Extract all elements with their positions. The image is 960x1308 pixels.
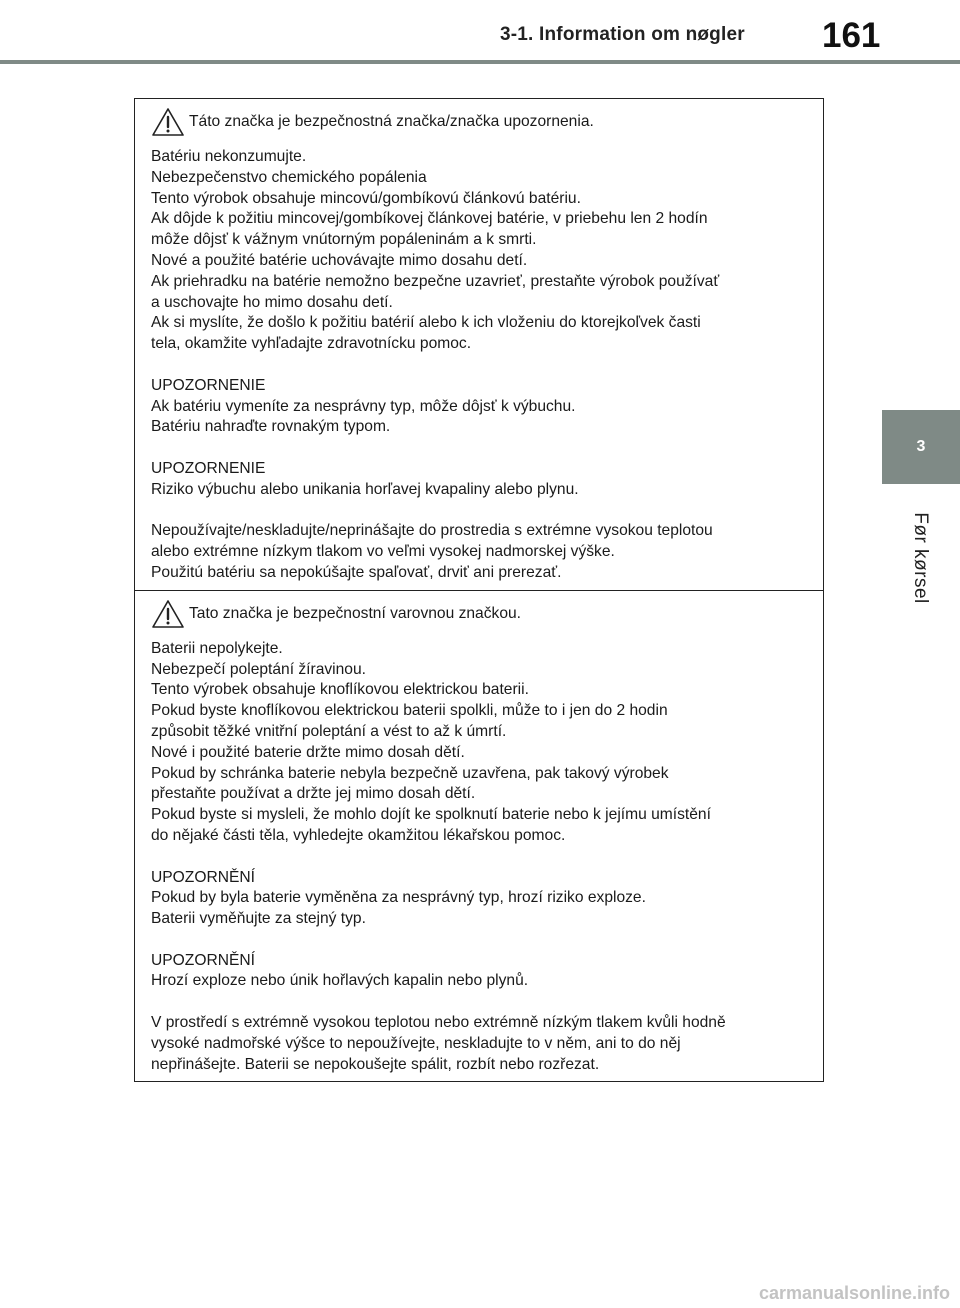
chapter-tab-number: 3	[916, 438, 926, 455]
watermark: carmanualsonline.info	[758, 1283, 950, 1303]
battery-warning-box	[134, 98, 824, 1082]
text-line: Pokud byste si mysleli, že mohlo dojít ke spolknutí baterie nebo k jejímu umístění	[151, 806, 711, 824]
text-line: a uschovajte ho mimo dosahu detí.	[151, 293, 393, 311]
text-line: UPOZORNĚNÍ	[151, 951, 255, 969]
text-line: Riziko výbuchu alebo unikania horľavej kvapaliny alebo plynu.	[151, 480, 579, 498]
text-line: Ak batériu vymeníte za nesprávny typ, môže dôjsť k výbuchu.	[151, 397, 576, 415]
warning-heading	[151, 107, 811, 137]
text-line: Batériu nahraďte rovnakým typom.	[151, 418, 391, 436]
text-line: Batériu nekonzumujte.	[151, 148, 307, 165]
paragraph	[151, 521, 811, 583]
warning-triangle-icon	[151, 599, 185, 629]
chapter-side-label-text: Før kørsel	[910, 512, 932, 604]
warning-heading	[151, 599, 811, 629]
text-line: Tento výrobek obsahuje knoflíkovou elektrickou baterii.	[151, 681, 529, 699]
paragraph-gap	[151, 930, 811, 951]
warning-heading-text: Táto značka je bezpečnostná značka/značka upozornenia.	[189, 113, 594, 130]
text-line: tela, okamžite vyhľadajte zdravotnícku pomoc.	[151, 335, 472, 353]
text-line: UPOZORNĚNÍ	[151, 868, 255, 886]
text-line: UPOZORNENIE	[151, 459, 266, 477]
paragraph	[151, 868, 811, 930]
paragraph	[151, 1013, 811, 1075]
paragraph-gap	[151, 847, 811, 868]
warning-heading-text: Tato značka je bezpečnostní varovnou značkou.	[189, 604, 522, 622]
text-line: Pokud by schránka baterie nebyla bezpečně uzavřena, pak takový výrobek	[151, 764, 669, 782]
text-line: Nové a použité batérie uchovávajte mimo dosahu detí.	[151, 251, 528, 269]
chapter-tab	[882, 410, 960, 484]
warning-triangle-icon	[151, 107, 185, 137]
page-header-title: 3-1. Information om nøgler	[500, 24, 745, 45]
header-divider	[0, 60, 960, 64]
text-line: Baterii nepolykejte.	[151, 639, 283, 657]
paragraph-gap	[151, 438, 811, 459]
text-line: Ak dôjde k požitiu mincovej/gombíkovej článkovej batérie, v priebehu len 2 hodín	[151, 210, 708, 228]
text-line: Nebezpečenstvo chemického popálenia	[151, 168, 427, 186]
text-line: způsobit těžké vnitřní poleptání a vést to až k úmrtí.	[151, 722, 507, 740]
text-line: Použitú batériu sa nepokúšajte spaľovať, drviť ani prerezať.	[151, 563, 562, 581]
chapter-side-label	[880, 498, 960, 618]
page-number: 161	[822, 16, 881, 55]
text-line: Hrozí exploze nebo únik hořlavých kapalin nebo plynů.	[151, 972, 529, 990]
text-line: Tento výrobok obsahuje mincovú/gombíkovú článkovú batériu.	[151, 189, 581, 207]
paragraph	[151, 951, 811, 993]
text-line: Ak si myslíte, že došlo k požitiu batérií alebo k ich vloženiu do ktorejkoľvek časti	[151, 314, 701, 332]
text-line: Nepoužívajte/neskladujte/neprinášajte do prostredia s extrémne vysokou teplotou	[151, 522, 713, 540]
text-line: Baterii vyměňujte za stejný typ.	[151, 910, 366, 928]
text-line: nepřinášejte. Baterii se nepokoušejte spálit, rozbít nebo rozřezat.	[151, 1055, 600, 1073]
paragraph-gap	[151, 992, 811, 1013]
text-line: alebo extrémne nízkym tlakom vo veľmi vysokej nadmorskej výške.	[151, 543, 615, 561]
paragraph-gap	[151, 355, 811, 376]
warning-section	[135, 99, 823, 590]
text-line: Pokud by byla baterie vyměněna za nesprávný typ, hrozí riziko exploze.	[151, 889, 646, 907]
text-line: přestaňte používat a držte jej mimo dosah dětí.	[151, 785, 476, 803]
text-line: do nějaké části těla, vyhledejte okamžitou lékařskou pomoc.	[151, 826, 566, 844]
text-line: Nové i použité baterie držte mimo dosah dětí.	[151, 743, 465, 761]
paragraph	[151, 376, 811, 438]
paragraph	[151, 459, 811, 501]
text-line: Nebezpečí poleptání žíravinou.	[151, 660, 366, 678]
text-line: UPOZORNENIE	[151, 376, 266, 394]
warning-section	[135, 590, 823, 1082]
text-line: môže dôjsť k vážnym vnútorným popáleninám a k smrti.	[151, 231, 537, 249]
paragraph	[151, 639, 811, 847]
paragraph-gap	[151, 501, 811, 522]
text-line: Pokud byste knoflíkovou elektrickou baterii spolkli, může to i jen do 2 hodin	[151, 702, 668, 720]
paragraph	[151, 147, 811, 355]
text-line: vysoké nadmořské výšce to nepoužívejte, neskladujte to v něm, ani to do něj	[151, 1034, 681, 1052]
text-line: V prostředí s extrémně vysokou teplotou nebo extrémně nízkým tlakem kvůli hodně	[151, 1014, 726, 1032]
text-line: Ak priehradku na batérie nemožno bezpečne uzavrieť, prestaňte výrobok používať	[151, 272, 720, 290]
